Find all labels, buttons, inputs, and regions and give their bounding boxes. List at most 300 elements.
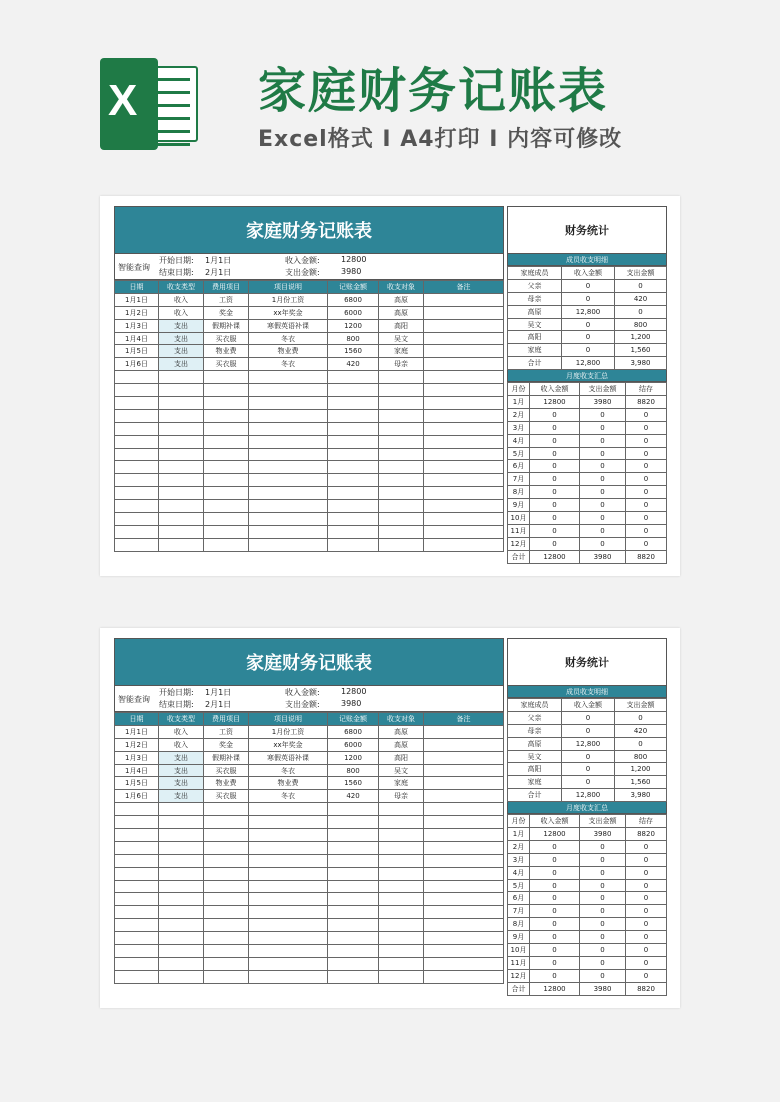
month-table [507,814,667,995]
empty-cell [204,803,249,816]
ledger-cell: 1560 [328,345,379,358]
ledger-title: 家庭财务记账表 [114,206,504,254]
empty-cell [115,803,159,816]
ledger-cell: 冬衣 [249,790,328,803]
query-box [114,686,504,712]
table-row[interactable] [115,790,504,803]
expense-value: 3980 [341,699,362,708]
income-label: 收入金额: [285,256,320,265]
member-header-cell: 收入金额 [562,267,615,280]
ledger-cell: 收入 [159,306,204,319]
ledger-header-cell: 收支对象 [379,281,424,294]
empty-cell [424,867,504,880]
member-cell: 12,800 [562,305,615,318]
ledger-cell: 收入 [159,738,204,751]
empty-cell [249,932,328,945]
empty-cell [328,538,379,551]
empty-cell [424,500,504,513]
empty-cell [115,893,159,906]
month-cell: 0 [530,447,580,460]
month-cell: 0 [530,421,580,434]
query-label: 智能查询 [118,263,150,272]
ledger-cell: 冬衣 [249,332,328,345]
empty-row[interactable] [115,854,504,867]
empty-cell [159,461,204,474]
empty-row[interactable] [115,422,504,435]
member-header-cell: 收入金额 [562,699,615,712]
ledger-cell: 支出 [159,345,204,358]
table-row [508,982,667,995]
empty-cell [159,957,204,970]
member-cell: 家庭 [508,776,562,789]
table-row [508,279,667,292]
ledger-header-cell: 记账金额 [328,281,379,294]
empty-cell [379,448,424,461]
ledger-cell: 支出 [159,790,204,803]
ledger-header-cell: 项目说明 [249,713,328,726]
empty-cell [328,371,379,384]
empty-row[interactable] [115,435,504,448]
table-row [508,905,667,918]
table-row [508,344,667,357]
month-cell: 0 [580,969,626,982]
excel-logo-icon: X [100,58,200,150]
empty-row[interactable] [115,371,504,384]
ledger-header-cell: 收支对象 [379,713,424,726]
month-cell: 12800 [530,396,580,409]
ledger-header-cell: 备注 [424,281,504,294]
month-cell: 0 [580,866,626,879]
ledger-cell: 奖金 [204,738,249,751]
income-label: 收入金额: [285,688,320,697]
empty-cell [379,932,424,945]
table-row [508,357,667,370]
empty-cell [379,919,424,932]
empty-cell [115,422,159,435]
month-cell: 12800 [530,982,580,995]
ledger-cell: 高阳 [379,319,424,332]
empty-cell [204,538,249,551]
month-cell: 0 [626,486,667,499]
ledger-panel [114,206,504,552]
month-header-cell: 支出金额 [580,815,626,828]
month-cell: 12800 [530,550,580,563]
empty-cell [379,854,424,867]
stats-panel [507,638,667,996]
ledger-header-cell: 日期 [115,281,159,294]
empty-cell [159,816,204,829]
member-cell: 3,980 [615,357,667,370]
month-cell: 3980 [580,550,626,563]
table-row [508,956,667,969]
ledger-cell: 6800 [328,725,379,738]
empty-cell [424,906,504,919]
member-table [507,698,667,802]
table-row [508,408,667,421]
empty-cell [328,841,379,854]
ledger-cell: 1200 [328,751,379,764]
empty-cell [424,422,504,435]
empty-row[interactable] [115,409,504,422]
ledger-cell: 420 [328,358,379,371]
banner-subtitle: Excel格式 I A4打印 I 内容可修改 [258,127,623,152]
income-value: 12800 [341,687,367,696]
empty-cell [249,538,328,551]
empty-cell [204,461,249,474]
empty-cell [328,422,379,435]
member-cell: 12,800 [562,789,615,802]
ledger-cell [424,751,504,764]
month-cell: 0 [626,434,667,447]
empty-cell [379,867,424,880]
empty-row[interactable] [115,906,504,919]
empty-row[interactable] [115,970,504,983]
table-row [508,763,667,776]
member-cell: 0 [615,305,667,318]
empty-cell [159,867,204,880]
empty-cell [159,397,204,410]
empty-cell [379,906,424,919]
ledger-cell [424,332,504,345]
table-row[interactable] [115,319,504,332]
ledger-cell: 800 [328,764,379,777]
empty-row[interactable] [115,513,504,526]
empty-row[interactable] [115,500,504,513]
empty-row[interactable] [115,957,504,970]
empty-row[interactable] [115,487,504,500]
month-cell: 8820 [626,550,667,563]
empty-row[interactable] [115,397,504,410]
month-header-cell: 结存 [626,383,667,396]
month-cell: 0 [580,956,626,969]
month-cell: 0 [626,956,667,969]
empty-cell [424,461,504,474]
ledger-cell: 1月4日 [115,764,159,777]
ledger-cell: 母亲 [379,790,424,803]
month-cell: 8820 [626,396,667,409]
empty-cell [115,461,159,474]
empty-cell [424,448,504,461]
member-cell: 3,980 [615,789,667,802]
empty-cell [115,474,159,487]
empty-cell [204,500,249,513]
table-row [508,318,667,331]
empty-row[interactable] [115,829,504,842]
empty-cell [204,487,249,500]
empty-cell [328,435,379,448]
empty-cell [379,474,424,487]
member-cell: 0 [562,724,615,737]
empty-cell [159,538,204,551]
table-row[interactable] [115,725,504,738]
empty-cell [115,525,159,538]
empty-row[interactable] [115,474,504,487]
member-cell: 1,560 [615,344,667,357]
month-cell: 0 [626,537,667,550]
end-date-value[interactable]: 2月1日 [205,700,232,709]
empty-cell [249,500,328,513]
ledger-cell: 1月份工资 [249,725,328,738]
empty-cell [115,513,159,526]
month-cell: 0 [626,512,667,525]
month-cell: 0 [626,853,667,866]
empty-cell [249,854,328,867]
table-row [508,447,667,460]
empty-cell [424,841,504,854]
month-cell: 8月 [508,918,530,931]
table-row[interactable] [115,293,504,306]
empty-cell [424,970,504,983]
empty-cell [159,880,204,893]
ledger-header-cell: 日期 [115,713,159,726]
empty-cell [424,371,504,384]
ledger-cell: 1月2日 [115,738,159,751]
table-row [508,460,667,473]
empty-cell [249,906,328,919]
empty-cell [204,448,249,461]
month-cell: 3980 [580,828,626,841]
month-cell: 0 [626,931,667,944]
ledger-cell: 6000 [328,306,379,319]
table-row[interactable] [115,751,504,764]
month-cell: 7月 [508,905,530,918]
month-cell: 7月 [508,473,530,486]
member-cell: 0 [615,737,667,750]
ledger-cell: 1月1日 [115,725,159,738]
ledger-title: 家庭财务记账表 [114,638,504,686]
empty-cell [328,487,379,500]
ledger-cell: 1月3日 [115,319,159,332]
ledger-cell: 支出 [159,319,204,332]
banner [0,0,780,190]
table-row[interactable] [115,764,504,777]
month-cell: 3月 [508,421,530,434]
month-cell: 0 [580,512,626,525]
empty-cell [424,397,504,410]
empty-row[interactable] [115,880,504,893]
month-cell: 8820 [626,828,667,841]
empty-row[interactable] [115,841,504,854]
ledger-cell: 1月份工资 [249,293,328,306]
table-row[interactable] [115,345,504,358]
empty-cell [379,970,424,983]
query-label: 智能查询 [118,695,150,704]
empty-cell [379,409,424,422]
start-date-value[interactable]: 1月1日 [205,256,232,265]
month-cell: 0 [580,447,626,460]
empty-cell [159,513,204,526]
ledger-cell: 冬衣 [249,358,328,371]
member-cell: 0 [562,344,615,357]
ledger-header-cell: 收支类型 [159,281,204,294]
empty-cell [249,384,328,397]
sheet-preview-1 [100,196,680,576]
stats-panel [507,206,667,564]
empty-cell [204,371,249,384]
month-cell: 0 [530,853,580,866]
empty-cell [424,487,504,500]
ledger-cell: xx年奖金 [249,738,328,751]
sheet-inner [114,638,667,1000]
empty-cell [379,487,424,500]
empty-row[interactable] [115,538,504,551]
member-cell: 母亲 [508,724,562,737]
month-cell: 3980 [580,396,626,409]
empty-cell [328,867,379,880]
empty-cell [159,435,204,448]
month-cell: 10月 [508,512,530,525]
empty-cell [379,880,424,893]
member-cell: 12,800 [562,357,615,370]
ledger-cell: 支出 [159,332,204,345]
month-cell: 0 [530,840,580,853]
empty-cell [328,461,379,474]
member-cell: 合计 [508,357,562,370]
empty-cell [159,841,204,854]
month-cell: 0 [580,473,626,486]
start-date-value[interactable]: 1月1日 [205,688,232,697]
empty-cell [328,500,379,513]
table-row[interactable] [115,358,504,371]
ledger-cell: 1月4日 [115,332,159,345]
month-cell: 0 [626,499,667,512]
empty-cell [328,409,379,422]
empty-cell [249,803,328,816]
empty-cell [249,880,328,893]
ledger-cell: 6000 [328,738,379,751]
member-cell: 800 [615,318,667,331]
member-cell: 1,200 [615,331,667,344]
month-cell: 2月 [508,840,530,853]
empty-cell [328,397,379,410]
empty-cell [115,919,159,932]
empty-cell [249,461,328,474]
empty-cell [249,513,328,526]
expense-value: 3980 [341,267,362,276]
empty-cell [379,829,424,842]
empty-cell [204,841,249,854]
member-cell: 合计 [508,789,562,802]
empty-cell [379,500,424,513]
empty-row[interactable] [115,816,504,829]
month-header-cell: 结存 [626,815,667,828]
table-row[interactable] [115,738,504,751]
table-row[interactable] [115,777,504,790]
month-cell: 2月 [508,408,530,421]
ledger-cell [424,777,504,790]
month-cell: 0 [530,434,580,447]
month-cell: 1月 [508,396,530,409]
empty-row[interactable] [115,384,504,397]
empty-cell [204,906,249,919]
empty-row[interactable] [115,448,504,461]
empty-cell [249,397,328,410]
ledger-cell: 买衣服 [204,764,249,777]
end-date-value[interactable]: 2月1日 [205,268,232,277]
empty-cell [159,803,204,816]
stats-title: 财务统计 [507,638,667,686]
start-date-label: 开始日期: [159,688,194,697]
empty-cell [328,803,379,816]
ledger-cell [424,725,504,738]
empty-cell [204,829,249,842]
empty-row[interactable] [115,932,504,945]
month-cell: 0 [530,879,580,892]
month-cell: 5月 [508,447,530,460]
month-cell: 合计 [508,550,530,563]
table-row[interactable] [115,306,504,319]
table-row [508,537,667,550]
empty-cell [115,945,159,958]
empty-cell [159,906,204,919]
empty-cell [424,513,504,526]
month-cell: 0 [580,524,626,537]
month-cell: 0 [626,918,667,931]
expense-label: 支出金额: [285,700,320,709]
month-cell: 0 [580,840,626,853]
month-cell: 0 [580,892,626,905]
empty-row[interactable] [115,893,504,906]
month-cell: 0 [530,944,580,957]
month-cell: 0 [626,892,667,905]
empty-row[interactable] [115,461,504,474]
month-cell: 0 [580,944,626,957]
month-cell: 0 [580,434,626,447]
ledger-cell: 买衣服 [204,332,249,345]
ledger-cell: xx年奖金 [249,306,328,319]
member-cell: 420 [615,724,667,737]
empty-cell [379,945,424,958]
empty-cell [204,435,249,448]
empty-cell [204,422,249,435]
table-row [508,512,667,525]
empty-cell [379,422,424,435]
month-table [507,382,667,563]
ledger-cell [424,293,504,306]
empty-row[interactable] [115,803,504,816]
empty-row[interactable] [115,945,504,958]
empty-cell [328,854,379,867]
empty-row[interactable] [115,525,504,538]
member-cell: 0 [562,331,615,344]
month-cell: 0 [626,905,667,918]
table-row[interactable] [115,332,504,345]
ledger-cell [424,319,504,332]
month-header-cell: 支出金额 [580,383,626,396]
month-cell: 3980 [580,982,626,995]
empty-row[interactable] [115,919,504,932]
query-box [114,254,504,280]
end-date-label: 结束日期: [159,268,194,277]
ledger-cell [424,358,504,371]
empty-cell [249,525,328,538]
month-cell: 0 [626,866,667,879]
ledger-cell: 收入 [159,293,204,306]
empty-cell [424,919,504,932]
ledger-cell: 1200 [328,319,379,332]
member-section-title: 成员收支明细 [507,254,667,266]
table-row [508,840,667,853]
ledger-cell: 收入 [159,725,204,738]
empty-cell [249,816,328,829]
empty-row[interactable] [115,867,504,880]
empty-cell [424,893,504,906]
ledger-cell: 物业费 [249,345,328,358]
table-row [508,711,667,724]
ledger-header-cell: 备注 [424,713,504,726]
month-cell: 0 [530,460,580,473]
table-row [508,969,667,982]
